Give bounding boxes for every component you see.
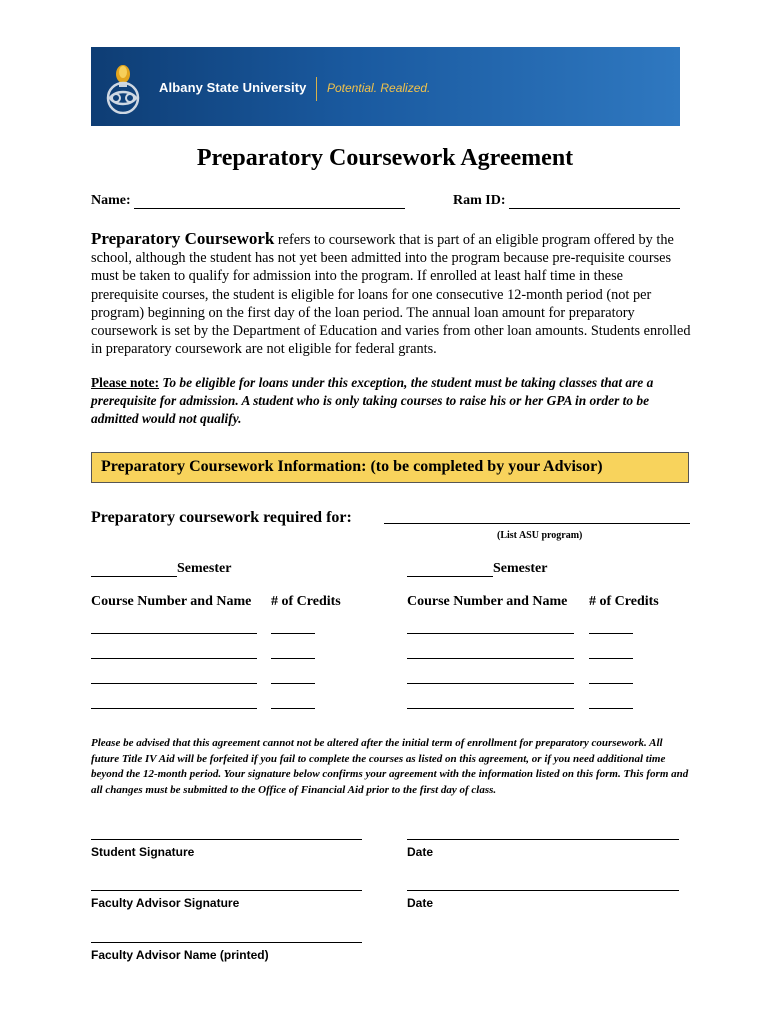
name-label: Name:	[91, 193, 131, 208]
semester-1-course-header: Course Number and Name	[91, 594, 252, 609]
note-text: To be eligible for loans under this exception, the student must be taking classes that are a prerequisite for admission. A student who is only taking courses to raise his or her GPA in order to be admitted would not qualify.	[91, 375, 654, 426]
semester-2-course-row-2[interactable]	[407, 658, 574, 659]
semester-1-course-row-3[interactable]	[91, 683, 257, 684]
name-field	[91, 193, 405, 209]
student-signature-line[interactable]	[91, 839, 362, 840]
eligibility-note	[91, 374, 681, 428]
ramid-label: Ram ID:	[453, 193, 506, 208]
form-title: Preparatory Coursework Agreement	[196, 145, 574, 171]
semester-1-credits-row-2[interactable]	[271, 658, 315, 659]
semester-2-credits-row-3[interactable]	[589, 683, 633, 684]
student-signature-label: Student Signature	[91, 845, 195, 859]
ramid-input-line[interactable]	[509, 194, 680, 209]
semester-2-input-line[interactable]	[407, 563, 493, 577]
semester-2-credits-row-4[interactable]	[589, 708, 633, 709]
program-hint: (List ASU program)	[497, 530, 583, 541]
semester-2-course-row-4[interactable]	[407, 708, 574, 709]
advisor-signature-line[interactable]	[91, 890, 362, 891]
semester-2-course-row-3[interactable]	[407, 683, 574, 684]
semester-1-credits-row-3[interactable]	[271, 683, 315, 684]
name-input-line[interactable]	[134, 194, 405, 209]
university-name: Albany State University	[159, 80, 307, 95]
advisor-section-header	[91, 452, 689, 483]
semester-2-credits-row-1[interactable]	[589, 633, 633, 634]
semester-1-course-row-2[interactable]	[91, 658, 257, 659]
university-tagline: Potential. Realized.	[327, 81, 431, 95]
semester-1-course-row-1[interactable]	[91, 633, 257, 634]
date-2-label: Date	[407, 896, 434, 910]
advisor-name-label: Faculty Advisor Name (printed)	[91, 948, 269, 962]
advisor-signature-label: Faculty Advisor Signature	[91, 896, 240, 910]
date-1-label: Date	[407, 845, 434, 859]
date-1-line[interactable]	[407, 839, 679, 840]
advisor-section-heading: Preparatory Coursework Information: (to be completed by your Advisor)	[101, 458, 603, 475]
semester-2-course-row-1[interactable]	[407, 633, 574, 634]
note-label: Please note:	[91, 375, 160, 390]
required-program-label: Preparatory coursework required for:	[91, 509, 352, 526]
intro-lead: Preparatory Coursework	[91, 229, 275, 248]
semester-2-credits-header: # of Credits	[589, 594, 659, 609]
university-seal-logo	[101, 60, 145, 114]
semester-1-label	[91, 561, 231, 577]
semester-1-course-row-4[interactable]	[91, 708, 257, 709]
semester-1-text: Semester	[177, 561, 232, 576]
intro-body: refers to coursework that is part of an eligible program offered by the school, although the student has not yet been admitted into the program because pre-requisite courses must be taken to qualify for admission into the program. If enrolled at least half time in these prerequisite courses, the student is eligible for loans for one consecutive 12-month period (not per program) beginning on the first day of the loan period. The annual loan amount for preparatory coursework is set by the Department of Education and varies from other loan amounts. Students enrolled in preparatory coursework are not eligible for federal grants.	[91, 232, 691, 358]
semester-2-course-header: Course Number and Name	[407, 594, 568, 609]
semester-2-text: Semester	[493, 561, 548, 576]
university-banner	[91, 47, 680, 126]
banner-divider	[316, 77, 317, 101]
date-2-line[interactable]	[407, 890, 679, 891]
semester-2-credits-row-2[interactable]	[589, 658, 633, 659]
semester-2-label	[407, 561, 547, 577]
program-input-line[interactable]	[384, 523, 690, 524]
ramid-field	[453, 193, 680, 209]
advisor-name-line[interactable]	[91, 942, 362, 943]
intro-paragraph	[91, 230, 691, 358]
semester-1-credits-header: # of Credits	[271, 594, 341, 609]
semester-1-credits-row-1[interactable]	[271, 633, 315, 634]
semester-1-credits-row-4[interactable]	[271, 708, 315, 709]
semester-1-input-line[interactable]	[91, 563, 177, 577]
advisory-paragraph: Please be advised that this agreement cannot not be altered after the initial term of enrollment for preparatory coursework. All future Title IV Aid will be forfeited if you fail to complete the courses as listed on this agreement, or if you need additional time beyond the 12-month period. Your signature below confirms your agreement with the information listed on this form. This form and all changes must be submitted to the Office of Financial Aid prior to the first day of class.	[91, 737, 689, 796]
